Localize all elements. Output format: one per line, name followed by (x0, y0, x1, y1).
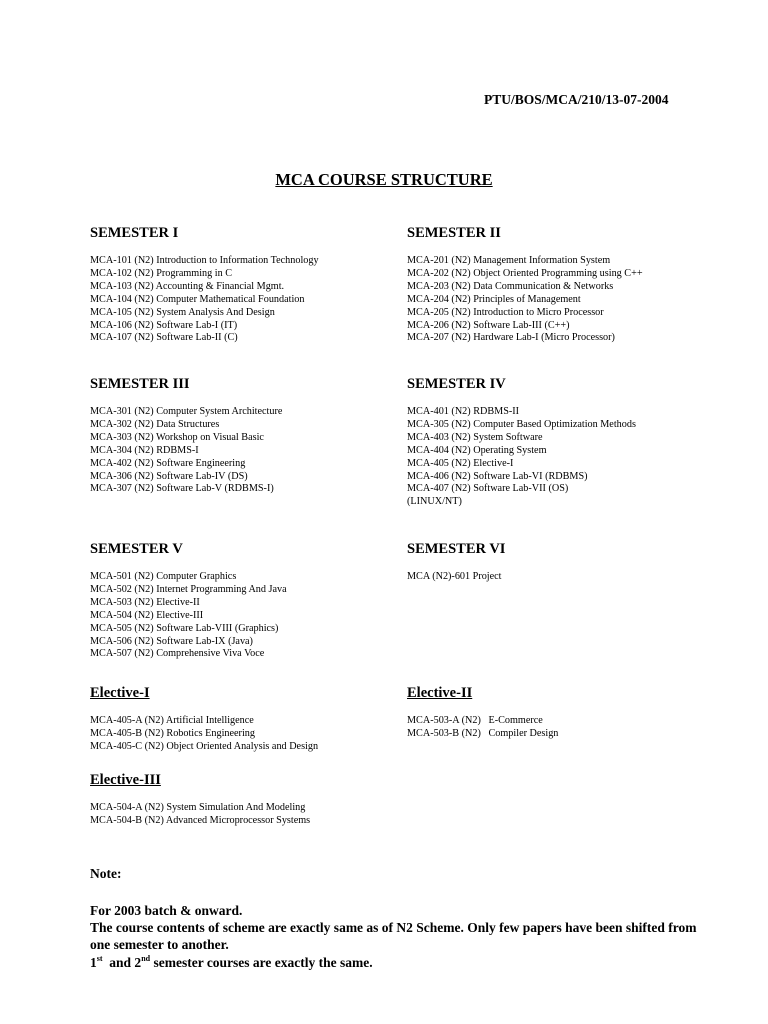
course-item: MCA-207 (N2) Hardware Lab-I (Micro Processor) (407, 332, 615, 344)
semester-1-heading: SEMESTER I (90, 225, 179, 241)
course-item: MCA-403 (N2) System Software (407, 431, 543, 443)
semester-4-section (407, 376, 636, 509)
semester-3-course-list (90, 406, 282, 496)
note-rest: semester courses are exactly the same. (153, 954, 373, 970)
course-item: MCA-504-B (N2) Advanced Microprocessor Systems (90, 814, 311, 826)
course-item: MCA-101 (N2) Introduction to Information Technology (90, 255, 319, 266)
page-title: MCA COURSE STRUCTURE (275, 170, 493, 189)
course-item: MCA-505 (N2) Software Lab-VIII (Graphics) (90, 622, 279, 634)
course-item: MCA-107 (N2) Software Lab-II (C) (90, 332, 238, 344)
note-line-batch: For 2003 batch & onward. (90, 903, 243, 918)
course-item: MCA-503 (N2) Elective-II (90, 596, 200, 608)
semester-3-section (90, 376, 282, 496)
course-item: MCA-105 (N2) System Analysis And Design (90, 306, 275, 318)
course-item: MCA-405-B (N2) Robotics Engineering (90, 727, 255, 739)
note-and-2: and 2 (109, 954, 142, 970)
course-item: MCA-102 (N2) Programming in C (90, 267, 233, 279)
semester-5-course-list (90, 571, 287, 661)
page-title-block (0, 170, 768, 190)
course-item: MCA-405-A (N2) Artificial Intelligence (90, 715, 254, 726)
course-item: MCA-301 (N2) Computer System Architecture (90, 406, 283, 417)
course-item: MCA-404 (N2) Operating System (407, 444, 547, 456)
course-item: MCA-506 (N2) Software Lab-IX (Java) (90, 635, 253, 647)
semester-2-course-list (407, 255, 643, 345)
semester-5-heading: SEMESTER V (90, 541, 183, 557)
elective-3-course-list (90, 802, 310, 828)
course-item: MCA (N2)-601 Project (407, 571, 502, 582)
semester-4-course-list (407, 406, 636, 509)
elective-3-heading: Elective-III (90, 772, 161, 788)
course-item: MCA-304 (N2) RDBMS-I (90, 444, 199, 456)
note-sup-1: st (96, 953, 103, 963)
document-reference: PTU/BOS/MCA/210/13-07-2004 (484, 92, 669, 107)
semester-2-heading: SEMESTER II (407, 225, 501, 241)
elective-1-section (90, 685, 318, 754)
elective-1-course-list (90, 715, 318, 754)
course-item: MCA-504 (N2) Elective-III (90, 609, 204, 621)
course-item: MCA-501 (N2) Computer Graphics (90, 571, 237, 582)
course-item: MCA-203 (N2) Data Communication & Networks (407, 280, 614, 292)
semester-6-heading: SEMESTER VI (407, 541, 506, 557)
course-item: MCA-507 (N2) Comprehensive Viva Voce (90, 648, 265, 660)
course-item: MCA-206 (N2) Software Lab-III (C++) (407, 319, 570, 331)
elective-2-course-list (407, 715, 558, 741)
course-item: MCA-201 (N2) Management Information System (407, 255, 611, 266)
semester-6-course-list (407, 571, 505, 584)
semester-4-heading: SEMESTER IV (407, 376, 506, 392)
semester-6-section (407, 541, 505, 584)
course-item: MCA-306 (N2) Software Lab-IV (DS) (90, 470, 248, 482)
course-item: MCA-402 (N2) Software Engineering (90, 457, 246, 469)
course-item: MCA-302 (N2) Data Structures (90, 418, 220, 430)
elective-2-section (407, 685, 558, 741)
course-item: MCA-504-A (N2) System Simulation And Modeling (90, 802, 306, 813)
course-item: MCA-103 (N2) Accounting & Financial Mgmt. (90, 280, 285, 292)
course-item: MCA-406 (N2) Software Lab-VI (RDBMS) (407, 470, 588, 482)
elective-1-heading: Elective-I (90, 685, 150, 701)
course-item: MCA-503-B (N2) Compiler Design (407, 727, 559, 739)
note-section (90, 866, 710, 971)
semester-1-section (90, 225, 319, 345)
note-line-semesters (90, 954, 710, 971)
course-item: MCA-407 (N2) Software Lab-VII (OS) (407, 483, 569, 495)
course-item: MCA-502 (N2) Internet Programming And Java (90, 583, 287, 595)
course-item: MCA-205 (N2) Introduction to Micro Processor (407, 306, 604, 318)
note-num-1: 1 (90, 954, 97, 970)
semester-3-heading: SEMESTER III (90, 376, 190, 392)
course-item: MCA-104 (N2) Computer Mathematical Foundation (90, 293, 305, 305)
course-item: (LINUX/NT) (407, 496, 462, 508)
course-item: MCA-405 (N2) Elective-I (407, 457, 514, 469)
semester-2-section (407, 225, 643, 345)
note-line-contents: The course contents of scheme are exactly same as of N2 Scheme. Only few papers have been shifted from one semester to another. (90, 920, 697, 953)
semester-5-section (90, 541, 287, 661)
note-sup-2: nd (141, 953, 151, 963)
course-item: MCA-204 (N2) Principles of Management (407, 293, 581, 305)
course-item: MCA-503-A (N2) E-Commerce (407, 715, 543, 726)
elective-2-heading: Elective-II (407, 685, 473, 701)
course-item: MCA-305 (N2) Computer Based Optimization Methods (407, 418, 636, 430)
elective-3-section (90, 772, 310, 828)
course-item: MCA-303 (N2) Workshop on Visual Basic (90, 431, 264, 443)
course-item: MCA-202 (N2) Object Oriented Programming using C++ (407, 267, 643, 279)
course-item: MCA-401 (N2) RDBMS-II (407, 406, 520, 417)
course-item: MCA-405-C (N2) Object Oriented Analysis and Design (90, 740, 319, 752)
course-item: MCA-106 (N2) Software Lab-I (IT) (90, 319, 238, 331)
note-label: Note: (90, 866, 122, 881)
semester-1-course-list (90, 255, 319, 345)
course-item: MCA-307 (N2) Software Lab-V (RDBMS-I) (90, 483, 274, 495)
